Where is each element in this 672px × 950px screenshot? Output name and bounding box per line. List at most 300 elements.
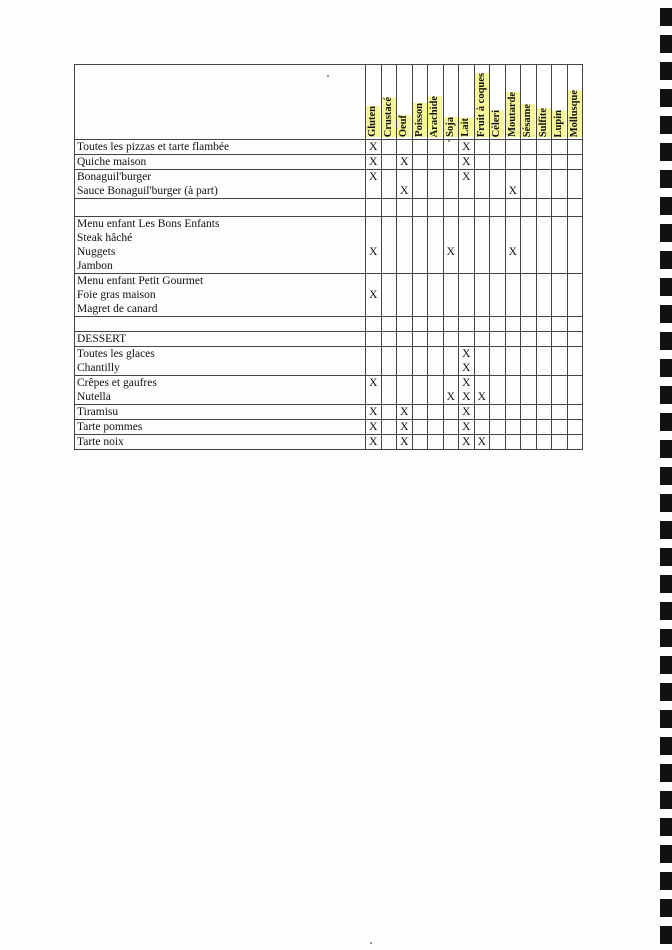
dish-header-cell <box>75 65 366 140</box>
allergen-mark <box>537 435 552 449</box>
allergen-mark-cell <box>381 332 397 347</box>
binding-ring <box>660 8 672 26</box>
allergen-mark: X <box>369 289 378 301</box>
allergen-mark-cell <box>443 199 459 217</box>
allergen-mark <box>490 155 505 169</box>
allergen-mark <box>521 199 536 213</box>
allergen-mark <box>475 231 490 245</box>
allergen-mark-cell <box>536 274 552 317</box>
allergen-mark <box>568 420 583 434</box>
allergen-mark <box>521 420 536 434</box>
allergen-mark <box>459 302 474 316</box>
binding-ring <box>660 683 672 701</box>
allergen-mark <box>428 231 443 245</box>
allergen-mark-cell <box>397 376 413 405</box>
allergen-mark-cell <box>459 170 475 199</box>
allergen-mark-cell <box>397 155 413 170</box>
allergen-mark <box>413 199 428 213</box>
allergen-mark <box>397 231 412 245</box>
allergen-mark <box>552 231 567 245</box>
allergen-mark-cell <box>397 420 413 435</box>
allergen-mark-cell <box>521 317 537 332</box>
allergen-label: Oeuf <box>398 114 409 137</box>
table-row <box>75 420 583 435</box>
allergen-mark-cell <box>490 199 506 217</box>
allergen-mark <box>521 332 536 346</box>
allergen-mark-cell <box>412 376 428 405</box>
allergen-mark-cell <box>412 199 428 217</box>
allergen-mark <box>490 332 505 346</box>
allergen-mark-cell <box>366 435 382 450</box>
allergen-mark-cell <box>397 170 413 199</box>
allergen-mark-cell <box>381 376 397 405</box>
allergen-mark-cell <box>567 199 583 217</box>
binding-ring <box>660 170 672 188</box>
binding-ring <box>660 494 672 512</box>
allergen-mark <box>428 259 443 273</box>
binding-ring <box>660 305 672 323</box>
allergen-mark: X <box>369 141 378 153</box>
allergen-mark <box>537 361 552 375</box>
allergen-mark-cell <box>381 405 397 420</box>
allergen-mark <box>490 376 505 390</box>
allergen-mark <box>537 170 552 184</box>
allergen-mark-cell <box>459 420 475 435</box>
allergen-mark <box>382 435 397 449</box>
allergen-mark <box>428 245 443 259</box>
allergen-mark <box>413 376 428 390</box>
allergen-mark-cell <box>474 435 490 450</box>
allergen-mark <box>506 435 521 449</box>
dish-name: Sauce Bonaguil'burger (à part) <box>77 185 218 197</box>
allergen-mark <box>397 347 412 361</box>
allergen-mark-cell <box>474 347 490 376</box>
allergen-mark <box>490 361 505 375</box>
allergen-mark-cell <box>443 376 459 405</box>
allergen-mark-cell <box>567 217 583 274</box>
allergen-mark-cell <box>443 140 459 155</box>
allergen-mark: X <box>508 185 517 197</box>
table-row <box>75 405 583 420</box>
allergen-mark-cell <box>490 155 506 170</box>
allergen-mark-cell <box>459 347 475 376</box>
binding-ring <box>660 278 672 296</box>
allergen-mark <box>475 347 490 361</box>
dish-name: Toutes les pizzas et tarte flambée <box>77 141 230 153</box>
allergen-mark-cell <box>505 317 521 332</box>
allergen-mark-cell <box>521 217 537 274</box>
allergen-mark <box>568 347 583 361</box>
binding-ring <box>660 872 672 890</box>
allergen-mark: X <box>369 436 378 448</box>
allergen-mark-cell <box>536 347 552 376</box>
allergen-mark <box>444 420 459 434</box>
allergen-mark <box>382 231 397 245</box>
allergen-mark: X <box>462 156 471 168</box>
allergen-mark <box>521 347 536 361</box>
allergen-mark: X <box>462 421 471 433</box>
allergen-mark-cell <box>505 420 521 435</box>
allergen-mark <box>382 217 397 231</box>
allergen-mark-cell <box>459 217 475 274</box>
allergen-mark <box>413 274 428 288</box>
allergen-mark <box>537 231 552 245</box>
allergen-mark-cell <box>428 217 444 274</box>
allergen-mark-cell <box>366 347 382 376</box>
allergen-mark <box>366 332 381 346</box>
allergen-label: Céleri <box>491 109 502 137</box>
allergen-mark <box>521 435 536 449</box>
allergen-mark <box>506 288 521 302</box>
allergen-mark-cell <box>397 405 413 420</box>
allergen-mark <box>444 376 459 390</box>
allergen-mark <box>521 288 536 302</box>
allergen-mark <box>428 435 443 449</box>
allergen-mark-cell <box>381 217 397 274</box>
allergen-mark <box>397 199 412 213</box>
allergen-mark <box>413 170 428 184</box>
allergen-mark-cell <box>490 376 506 405</box>
allergen-mark <box>521 217 536 231</box>
allergen-mark: X <box>369 406 378 418</box>
allergen-label: Soja <box>444 117 456 137</box>
allergen-mark-cell <box>490 332 506 347</box>
allergen-mark <box>444 288 459 302</box>
allergen-mark <box>537 405 552 419</box>
binding-ring <box>660 710 672 728</box>
dish-name: Menu enfant Petit Gourmet <box>77 275 204 287</box>
allergen-mark <box>490 405 505 419</box>
allergen-mark-cell <box>474 405 490 420</box>
allergen-mark-cell <box>366 170 382 199</box>
allergen-mark-cell <box>459 199 475 217</box>
allergen-mark <box>552 288 567 302</box>
allergen-mark <box>521 405 536 419</box>
allergen-mark <box>382 170 397 184</box>
allergen-mark-cell <box>490 217 506 274</box>
allergen-mark <box>552 302 567 316</box>
allergen-mark <box>552 361 567 375</box>
allergen-mark-cell <box>412 170 428 199</box>
allergen-mark <box>552 376 567 390</box>
table-row <box>75 140 583 155</box>
allergen-mark-cell <box>474 155 490 170</box>
allergen-mark <box>490 317 505 331</box>
allergen-mark <box>382 259 397 273</box>
allergen-mark <box>413 140 428 154</box>
allergen-mark-cell <box>397 199 413 217</box>
allergen-mark <box>537 199 552 213</box>
allergen-mark <box>521 274 536 288</box>
allergen-mark-cell <box>521 199 537 217</box>
allergen-mark <box>444 361 459 375</box>
allergen-mark: X <box>462 406 471 418</box>
allergen-mark-cell <box>366 274 382 317</box>
allergen-mark <box>428 199 443 213</box>
allergen-mark <box>568 184 583 198</box>
allergen-mark <box>444 140 459 154</box>
binding-ring <box>660 764 672 782</box>
allergen-mark-cell <box>397 274 413 317</box>
allergen-mark-cell <box>459 140 475 155</box>
binding-ring <box>660 575 672 593</box>
allergen-mark-cell <box>459 317 475 332</box>
allergen-mark-cell <box>552 347 568 376</box>
allergen-mark-cell <box>536 332 552 347</box>
allergen-mark <box>506 170 521 184</box>
allergen-mark-cell <box>552 155 568 170</box>
allergen-mark <box>397 170 412 184</box>
allergen-mark <box>366 361 381 375</box>
allergen-mark <box>428 317 443 331</box>
allergen-mark-cell <box>536 217 552 274</box>
allergen-mark-cell <box>397 347 413 376</box>
allergen-mark-cell <box>366 405 382 420</box>
allergen-mark <box>366 259 381 273</box>
binding-ring <box>660 413 672 431</box>
allergen-mark <box>428 140 443 154</box>
table-row <box>75 435 583 450</box>
allergen-mark <box>568 390 583 404</box>
dish-name: Chantilly <box>77 362 120 374</box>
allergen-mark <box>537 217 552 231</box>
allergen-mark <box>552 405 567 419</box>
dish-cell <box>75 217 366 274</box>
allergen-mark <box>475 317 490 331</box>
allergen-header-2 <box>397 65 413 140</box>
allergen-mark <box>568 405 583 419</box>
allergen-mark <box>428 361 443 375</box>
allergen-mark-cell <box>552 435 568 450</box>
spacer-row <box>75 199 583 217</box>
allergen-mark <box>568 140 583 154</box>
allergen-mark-cell <box>397 332 413 347</box>
allergen-mark-cell <box>490 140 506 155</box>
allergen-mark <box>552 199 567 213</box>
dish-cell <box>75 317 366 332</box>
allergen-mark-cell <box>443 405 459 420</box>
allergen-mark <box>552 347 567 361</box>
allergen-mark-cell <box>536 317 552 332</box>
binding-ring <box>660 89 672 107</box>
allergen-mark <box>428 155 443 169</box>
allergen-mark-cell <box>459 332 475 347</box>
table-row <box>75 332 583 347</box>
dish-cell <box>75 140 366 155</box>
allergen-mark <box>444 435 459 449</box>
allergen-mark <box>506 155 521 169</box>
allergen-mark-cell <box>397 217 413 274</box>
allergen-mark-cell <box>428 170 444 199</box>
binding-ring <box>660 521 672 539</box>
allergen-header-3 <box>412 65 428 140</box>
allergen-mark-cell <box>381 420 397 435</box>
dish-cell <box>75 435 366 450</box>
allergen-mark-cell <box>567 140 583 155</box>
allergen-mark-cell <box>552 274 568 317</box>
allergen-header-0 <box>366 65 382 140</box>
allergen-mark <box>490 435 505 449</box>
allergen-mark <box>413 184 428 198</box>
binding-ring <box>660 899 672 917</box>
allergen-mark <box>521 140 536 154</box>
allergen-mark <box>366 390 381 404</box>
allergen-mark-cell <box>412 317 428 332</box>
allergen-mark <box>428 170 443 184</box>
allergen-mark <box>506 217 521 231</box>
dish-name: Crêpes et gaufres <box>77 377 157 389</box>
allergen-mark <box>568 361 583 375</box>
allergen-label: Mollusque <box>568 89 580 137</box>
allergen-mark <box>397 302 412 316</box>
allergen-mark-cell <box>428 317 444 332</box>
allergen-mark-cell <box>567 435 583 450</box>
allergen-label: Arachide <box>429 95 440 137</box>
allergen-mark <box>490 259 505 273</box>
allergen-mark <box>552 274 567 288</box>
allergen-mark <box>366 199 381 213</box>
allergen-mark <box>475 274 490 288</box>
allergen-mark <box>475 259 490 273</box>
allergen-mark <box>428 184 443 198</box>
allergen-mark-cell <box>567 420 583 435</box>
allergen-mark-cell <box>412 155 428 170</box>
binding-ring <box>660 224 672 242</box>
allergen-mark-cell <box>536 155 552 170</box>
allergen-mark-cell <box>443 274 459 317</box>
allergen-mark-cell <box>459 274 475 317</box>
allergen-header-8 <box>490 65 506 140</box>
allergen-mark <box>397 361 412 375</box>
dish-cell <box>75 420 366 435</box>
allergen-mark <box>490 170 505 184</box>
allergen-mark <box>475 170 490 184</box>
spacer-row <box>75 317 583 332</box>
allergen-mark-cell <box>428 332 444 347</box>
allergen-mark <box>428 420 443 434</box>
allergen-mark <box>459 245 474 259</box>
binding-ring <box>660 332 672 350</box>
allergen-mark-cell <box>521 155 537 170</box>
allergen-mark <box>382 420 397 434</box>
allergen-mark-cell <box>366 217 382 274</box>
allergen-mark <box>366 302 381 316</box>
allergen-mark <box>506 347 521 361</box>
dish-name: Tarte pommes <box>77 421 143 433</box>
allergen-mark <box>382 184 397 198</box>
dish-name: Bonaguil'burger <box>77 171 152 183</box>
allergen-mark <box>444 332 459 346</box>
table-row <box>75 170 583 199</box>
allergen-header-4 <box>428 65 444 140</box>
allergen-mark-cell <box>366 140 382 155</box>
allergen-mark-cell <box>474 140 490 155</box>
allergen-mark <box>475 288 490 302</box>
allergen-mark <box>521 376 536 390</box>
allergen-mark <box>382 140 397 154</box>
allergen-mark <box>413 332 428 346</box>
allergen-mark: X <box>477 391 486 403</box>
allergen-mark <box>366 231 381 245</box>
allergen-mark-cell <box>536 435 552 450</box>
allergen-mark: X <box>462 141 471 153</box>
allergen-mark <box>444 274 459 288</box>
allergen-mark-cell <box>521 405 537 420</box>
allergen-mark <box>428 390 443 404</box>
allergen-mark <box>521 259 536 273</box>
allergen-mark <box>397 288 412 302</box>
allergen-mark-cell <box>428 420 444 435</box>
binding-ring <box>660 116 672 134</box>
binding-ring <box>660 143 672 161</box>
allergen-header-7 <box>474 65 490 140</box>
allergen-mark-cell <box>567 317 583 332</box>
allergen-mark <box>490 199 505 213</box>
allergen-mark-cell <box>412 332 428 347</box>
allergen-mark <box>552 259 567 273</box>
allergen-mark-cell <box>505 170 521 199</box>
table-row <box>75 376 583 405</box>
allergen-mark <box>444 199 459 213</box>
allergen-mark-cell <box>412 435 428 450</box>
dish-cell <box>75 274 366 317</box>
table-row <box>75 274 583 317</box>
allergen-mark <box>490 347 505 361</box>
allergen-mark-cell <box>428 405 444 420</box>
allergen-mark-cell <box>505 347 521 376</box>
allergen-mark-cell <box>459 405 475 420</box>
allergen-mark <box>382 347 397 361</box>
dish-name: DESSERT <box>77 333 127 345</box>
allergen-mark: X <box>369 377 378 389</box>
allergen-mark <box>521 302 536 316</box>
allergen-mark-cell <box>412 405 428 420</box>
dish-name: Magret de canard <box>77 303 158 315</box>
allergen-mark-cell <box>505 332 521 347</box>
allergen-mark <box>552 184 567 198</box>
allergen-mark <box>413 420 428 434</box>
allergen-mark <box>413 259 428 273</box>
allergen-mark <box>413 361 428 375</box>
allergen-mark-cell <box>474 199 490 217</box>
allergen-mark <box>428 288 443 302</box>
allergen-mark <box>444 184 459 198</box>
allergen-mark <box>366 217 381 231</box>
allergen-mark: X <box>369 171 378 183</box>
allergen-mark <box>568 245 583 259</box>
allergen-mark-cell <box>490 405 506 420</box>
allergen-mark-cell <box>521 435 537 450</box>
allergen-mark-cell <box>428 347 444 376</box>
allergen-mark-cell <box>366 420 382 435</box>
allergen-mark <box>397 317 412 331</box>
allergen-mark-cell <box>474 170 490 199</box>
allergen-header-1 <box>381 65 397 140</box>
allergen-mark-cell <box>490 274 506 317</box>
allergen-mark <box>568 376 583 390</box>
allergen-mark <box>568 199 583 213</box>
allergen-label: Lait <box>460 118 471 137</box>
dish-name: Toutes les glaces <box>77 348 155 360</box>
allergen-mark-cell <box>567 155 583 170</box>
allergen-mark <box>382 288 397 302</box>
allergen-mark <box>459 274 474 288</box>
allergen-mark <box>506 274 521 288</box>
allergen-mark-cell <box>567 405 583 420</box>
allergen-mark-cell <box>536 376 552 405</box>
allergen-mark-cell <box>443 435 459 450</box>
allergen-mark: X <box>369 246 378 258</box>
